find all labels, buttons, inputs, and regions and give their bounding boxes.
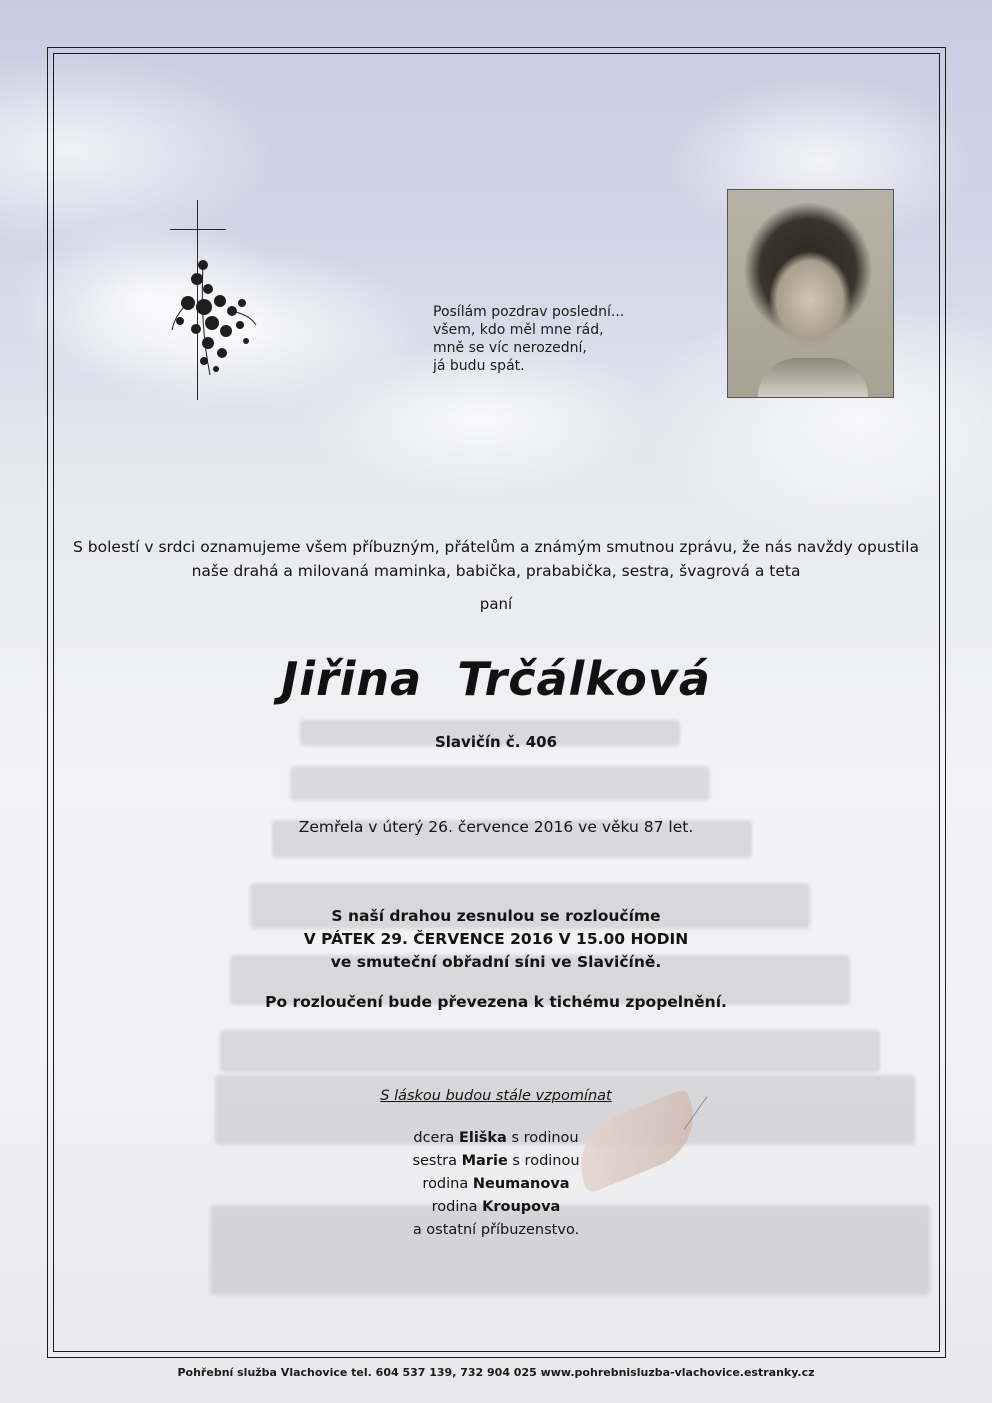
- mourner-suffix: s rodinou: [506, 1130, 579, 1146]
- funeral-line: V PÁTEK 29. ČERVENCE 2016 V 15.00 HODIN: [303, 930, 689, 948]
- poem-line: mně se víc nerozední,: [433, 340, 587, 356]
- portrait-collar: [758, 358, 868, 397]
- honorific: paní: [479, 595, 513, 613]
- mourner-name: Eliška: [458, 1130, 507, 1146]
- announcement-line: naše drahá a milovaná maminka, babička, prababička, sestra, švagrová a teta: [191, 562, 801, 580]
- mourner-row: [60, 1219, 932, 1242]
- mourner-name: Neumanova: [472, 1176, 570, 1192]
- death-note: Zemřela v úterý 26. července 2016 ve věku 87 let.: [298, 818, 694, 836]
- mourner-relation: rodina: [431, 1199, 483, 1215]
- poem: [433, 303, 693, 375]
- funeral-line: S naší drahou zesnulou se rozloučíme: [331, 907, 661, 925]
- portrait-photo: [727, 189, 894, 398]
- mourner-relation: sestra: [412, 1153, 462, 1169]
- mourner-name: Kroupova: [482, 1199, 561, 1215]
- deceased-address: Slavičín č. 406: [434, 733, 558, 751]
- mourner-row: [60, 1173, 932, 1196]
- mourner-suffix: s rodinou: [507, 1153, 580, 1169]
- mourner-relation: rodina: [422, 1176, 473, 1192]
- deceased-name: Jiřina Trčálková: [281, 652, 711, 706]
- announcement-line: S bolestí v srdci oznamujeme všem příbuzným, přátelům a známým smutnou zprávu, že nás navždy opustila: [73, 538, 919, 556]
- funeral-line: ve smuteční obřadní síni ve Slavičíně.: [330, 953, 662, 971]
- funeral-info: [60, 905, 932, 974]
- poem-line: Posílám pozdrav poslední...: [433, 304, 625, 320]
- poem-line: všem, kdo měl mne rád,: [433, 322, 604, 338]
- mourner-row: [60, 1127, 932, 1150]
- mourner-name: Marie: [461, 1153, 508, 1169]
- mourners-heading: S láskou budou stále vzpomínat: [380, 1088, 612, 1104]
- cremation-note: Po rozloučení bude převezena k tichému zpopelnění.: [265, 993, 727, 1011]
- footer-contact: Pohřební služba Vlachovice tel. 604 537 139, 732 904 025 www.pohrebnisluzba-vlachovice.estranky.cz: [177, 1366, 815, 1379]
- mourners-list: [60, 1127, 932, 1242]
- mourner-relation: dcera: [413, 1130, 459, 1146]
- mourner-row: [60, 1150, 932, 1173]
- announcement-text: [60, 535, 932, 583]
- cross-icon-bar: [170, 229, 226, 230]
- mourner-row: [60, 1196, 932, 1219]
- poem-line: já budu spát.: [433, 358, 525, 374]
- flower-bouquet-icon: [170, 245, 260, 395]
- mourner-relation: a ostatní příbuzenstvo.: [412, 1222, 580, 1238]
